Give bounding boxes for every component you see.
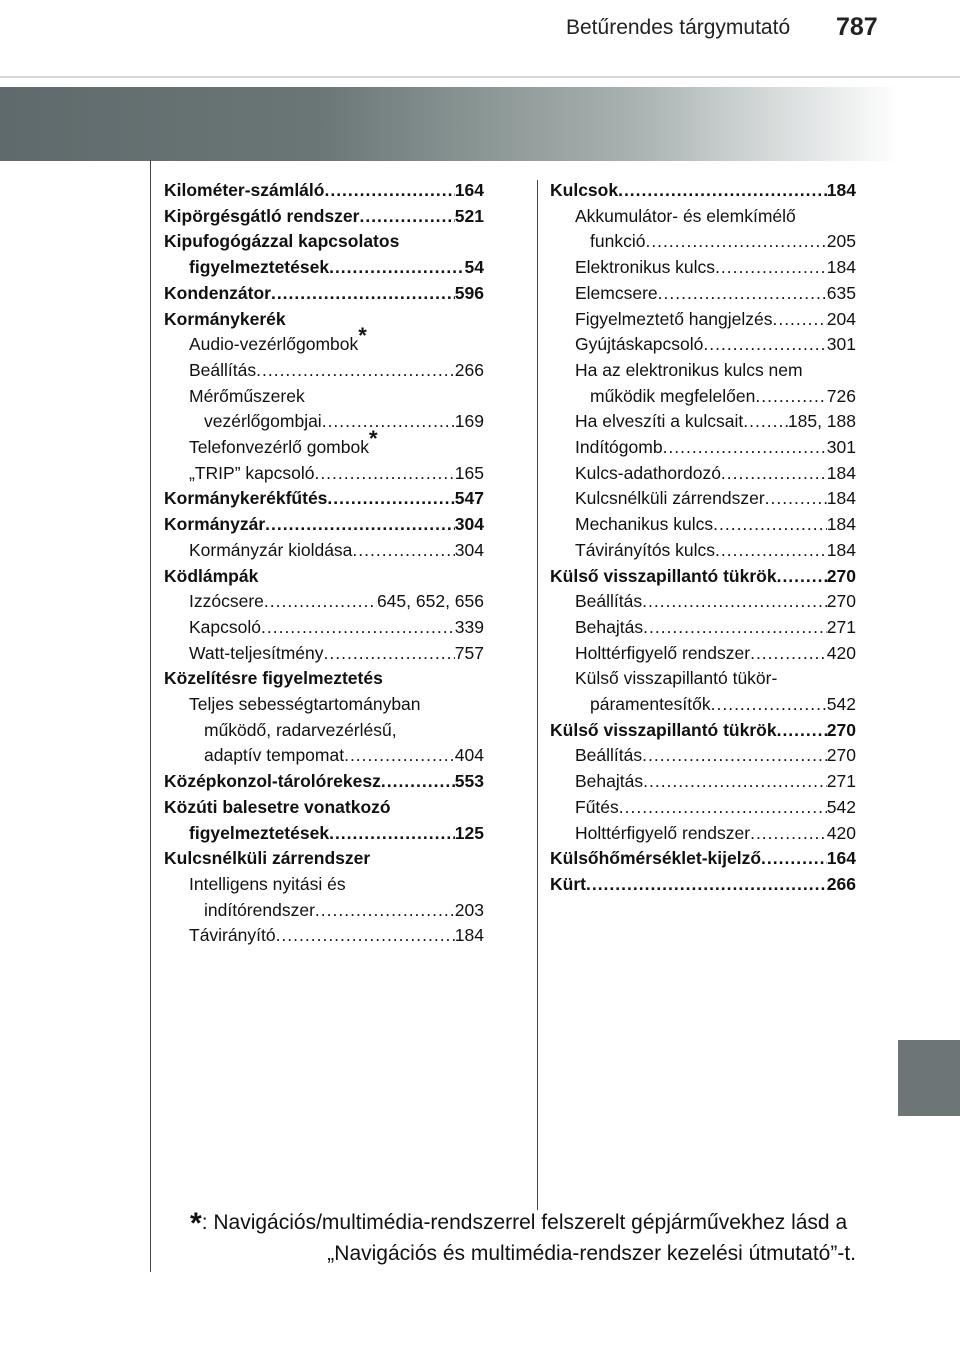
leader-dots [642,743,827,769]
index-entry [164,204,484,230]
leader-dots [642,589,827,615]
index-entry [164,538,484,564]
leader-dots [755,384,826,410]
index-entry-label: figyelmeztetések [189,257,330,278]
index-entry-label: Figyelmeztető hangjelzés [575,308,773,329]
index-entry-label: működő, radarvezérlésű, [204,719,397,740]
index-entry-label: Mechanikus kulcs [575,514,714,535]
index-entry-page: 420 [826,822,856,843]
index-entry-label: Kormánykerék [164,308,286,329]
index-entry [550,409,856,435]
index-entry-label: Telefonvezérlő gombok [189,437,369,458]
index-entry [550,358,856,384]
index-entry-label: funkció [590,231,646,252]
index-entry-page: 757 [454,642,484,663]
index-entry [550,795,856,821]
index-entry-label: páramentesítők [590,694,711,715]
index-entry-page: 635 [826,282,856,303]
footnote-star: * [190,1207,202,1240]
left-margin-rule [150,160,151,1272]
index-entry-label: Kulcsnélküli zárrendszer [575,488,765,509]
index-entry [164,846,484,872]
header-divider [0,76,960,78]
leader-dots [329,255,464,281]
index-entry-label: Külső visszapillantó tükrök [550,719,777,740]
leader-dots [324,178,454,204]
index-entry-label: figyelmeztetések [189,822,330,843]
index-entry-page: 205 [826,231,856,252]
index-entry [550,204,856,230]
index-entry [550,229,856,255]
leader-dots [322,409,455,435]
index-entry-label: Kormányzár [164,514,266,535]
leader-dots [264,589,377,615]
index-entry [550,461,856,487]
index-entry [164,589,484,615]
leader-dots [327,486,454,512]
index-entry-label: Holttérfigyelő rendszer [575,642,751,663]
leader-dots [643,615,827,641]
index-entry [550,743,856,769]
footnote-text-1: : Navigációs/multimédia-rendszerrel felszerelt gépjárművekhez lásd a [201,1211,848,1234]
index-entry-label: Távirányító [189,925,276,946]
index-entry [550,615,856,641]
index-entry-label: Kipufogógázzal kapcsolatos [164,231,400,252]
index-entry [550,666,856,692]
index-entry-page: 301 [826,437,856,458]
index-entry-page: 54 [464,257,484,278]
index-entry-page: 270 [826,719,856,740]
index-entry [550,769,856,795]
leader-dots [314,461,454,487]
index-entry [164,615,484,641]
leader-dots [645,229,826,255]
leader-dots [619,795,827,821]
footnote-marker-icon: * [358,323,367,349]
index-entry-page: 542 [826,796,856,817]
index-entry [164,281,484,307]
leader-dots [586,872,827,898]
index-entry-page: 184 [826,488,856,509]
index-entry [550,281,856,307]
index-entry-label: Behajtás [575,771,644,792]
index-column-left [164,178,484,949]
index-entry-page: 164 [826,848,856,869]
index-entry-page: 304 [454,514,484,535]
index-entry [550,564,856,590]
index-entry-label: Izzócsere [189,591,264,612]
leader-dots [359,204,454,230]
leader-dots [715,255,827,281]
index-entry [550,692,856,718]
index-entry-page: 547 [454,488,484,509]
index-entry [164,323,484,358]
index-entry-label: Közúti balesetre vonatkozó [164,796,391,817]
index-entry-label: Akkumulátor- és elemkímélő [575,205,796,226]
index-entry-label: Középkonzol-tárolórekesz [164,771,381,792]
index-entry-label: Holttérfigyelő rendszer [575,822,751,843]
index-entry-page: 404 [454,745,484,766]
index-entry-page: 553 [454,771,484,792]
index-entry-page: 304 [454,539,484,560]
leader-dots [344,743,455,769]
index-entry [164,872,484,898]
leader-dots [315,898,455,924]
index-entry-page: 420 [826,642,856,663]
index-entry-page: 184 [826,180,856,200]
index-entry-page: 339 [454,616,484,637]
index-entry-label: Watt-teljesítmény [189,642,324,663]
index-entry-page: 542 [826,694,856,715]
index-entry-label: Külső visszapillantó tükör- [575,668,778,689]
leader-dots [618,178,827,204]
leader-dots [271,281,455,307]
index-entry-label: Ködlámpák [164,565,259,586]
index-entry-page: 125 [454,822,484,843]
index-entry-page: 266 [454,359,484,380]
index-entry [164,512,484,538]
index-entry-label: Ha elveszíti a kulcsait [575,411,744,432]
index-entry [164,409,484,435]
footnote-line-1 [190,1208,856,1239]
index-entry [164,358,484,384]
page-number: 787 [836,13,878,41]
leader-dots [777,718,827,744]
index-entry [550,384,856,410]
section-banner [0,87,900,161]
leader-dots [772,307,826,333]
index-entry-label: Kulcsnélküli zárrendszer [164,848,371,869]
index-entry-label: Mérőműszerek [189,385,305,406]
index-entry [164,564,484,590]
index-entry-label: Kürt [550,873,586,894]
footnote-line-2: „Navigációs és multimédia-rendszer kezelési útmutató”-t. [327,1242,856,1265]
leader-dots [721,461,827,487]
index-entry [164,692,484,718]
leader-dots [256,358,455,384]
index-entry-page: 204 [826,308,856,329]
index-entry [550,538,856,564]
index-entry-label: Beállítás [189,359,257,380]
leader-dots [777,564,827,590]
index-entry-label: „TRIP” kapcsoló [189,462,315,483]
index-entry-label: Kipörgésgátló rendszer [164,205,360,226]
index-entry [550,255,856,281]
leader-dots [715,538,827,564]
index-entry [164,923,484,949]
leader-dots [703,332,826,358]
leader-dots [276,923,455,949]
index-entry-label: Távirányítós kulcs [575,539,716,560]
index-entry-label: Fűtés [575,796,619,817]
leader-dots [750,821,827,847]
thumb-index-tab [898,1040,960,1116]
index-entry [550,486,856,512]
index-entry [164,641,484,667]
index-entry-page: 184 [826,257,856,278]
index-entry [164,229,484,255]
index-entry [550,872,856,898]
index-entry-label: Ha az elektronikus kulcs nem [575,359,803,380]
leader-dots [261,615,455,641]
index-entry [164,743,484,769]
index-entry [164,769,484,795]
index-entry-page: 169 [454,411,484,432]
leader-dots [329,821,455,847]
index-entry [550,641,856,667]
leader-dots [761,846,827,872]
index-entry-label: Elemcsere [575,282,658,303]
leader-dots [658,281,827,307]
index-entry [164,461,484,487]
leader-dots [352,538,454,564]
index-entry-page: 184 [454,925,484,946]
index-entry-page: 726 [826,385,856,406]
index-entry-label: Közelítésre figyelmeztetés [164,668,383,689]
index-entry-label: Gyújtáskapcsoló [575,334,704,355]
index-entry-label: működik megfelelően [590,385,756,406]
index-entry-label: Külső visszapillantó tükrök [550,565,777,586]
index-entry [164,821,484,847]
index-entry-page: 184 [826,514,856,535]
index-entry-page: 645, 652, 656 [376,591,484,612]
index-entry [550,821,856,847]
index-entry-label: Kilométer-számláló [164,180,325,200]
index-entry-label: Intelligens nyitási és [189,873,346,894]
index-entry-label: Indítógomb [575,437,663,458]
index-entry-page: 271 [826,771,856,792]
index-entry [550,589,856,615]
index-entry-page: 301 [826,334,856,355]
index-entry [164,255,484,281]
index-entry [550,435,856,461]
index-entry-label: Kondenzátor [164,282,271,303]
index-entry-page: 596 [454,282,484,303]
footnote-marker-icon: * [368,426,378,452]
index-entry-label: Kormányzár kioldása [189,539,353,560]
index-column-right [550,178,856,898]
index-entry-label: Kulcsok [550,180,619,200]
leader-dots [324,641,455,667]
index-entry-label: Kormánykerékfűtés [164,488,328,509]
index-entry-label: Kapcsoló [189,616,261,637]
index-entry-label: Kulcs-adathordozó [575,462,721,483]
leader-dots [750,641,827,667]
index-entry-label: Külsőhőmérséklet-kijelző [550,848,762,869]
index-entry-label: indítórendszer [204,899,315,920]
index-entry-label: adaptív tempomat [204,745,345,766]
index-entry-page: 271 [826,616,856,637]
index-entry-page: 165 [454,462,484,483]
index-entry [550,512,856,538]
index-entry-label: vezérlőgombjai [204,411,322,432]
index-entry [164,666,484,692]
index-entry-label: Teljes sebességtartományban [189,694,421,715]
leader-dots [381,769,455,795]
index-entry [164,718,484,744]
index-entry-page: 270 [826,591,856,612]
index-entry-page: 184 [826,462,856,483]
index-entry-page: 266 [826,873,856,894]
index-entry-page: 185, 188 [787,411,856,432]
index-entry [164,795,484,821]
index-entry-label: Behajtás [575,616,644,637]
index-entry [550,178,856,204]
index-entry [550,332,856,358]
index-entry-label: Audio-vezérlőgombok [189,334,359,355]
index-entry-label: Beállítás [575,591,643,612]
leader-dots [713,512,827,538]
index-entry-page: 270 [826,565,856,586]
leader-dots [743,409,788,435]
index-entry-page: 270 [826,745,856,766]
header-title: Betűrendes tárgymutató [566,16,791,39]
index-entry-page: 203 [454,899,484,920]
leader-dots [265,512,455,538]
index-entry-label: Elektronikus kulcs [575,257,716,278]
index-entry-page: 184 [826,539,856,560]
index-entry [164,898,484,924]
index-entry [550,307,856,333]
index-entry [164,307,484,333]
leader-dots [711,692,827,718]
index-entry [164,178,484,204]
index-entry [164,486,484,512]
column-divider [537,180,538,1210]
index-entry [550,846,856,872]
page-header [0,0,960,80]
index-entry [164,426,484,461]
leader-dots [643,769,827,795]
leader-dots [765,486,827,512]
index-entry-page: 164 [454,180,484,200]
footnote [190,1208,856,1269]
index-entry [164,384,484,410]
index-entry-label: Beállítás [575,745,643,766]
leader-dots [663,435,827,461]
index-entry [550,718,856,744]
index-entry-page: 521 [454,205,484,226]
